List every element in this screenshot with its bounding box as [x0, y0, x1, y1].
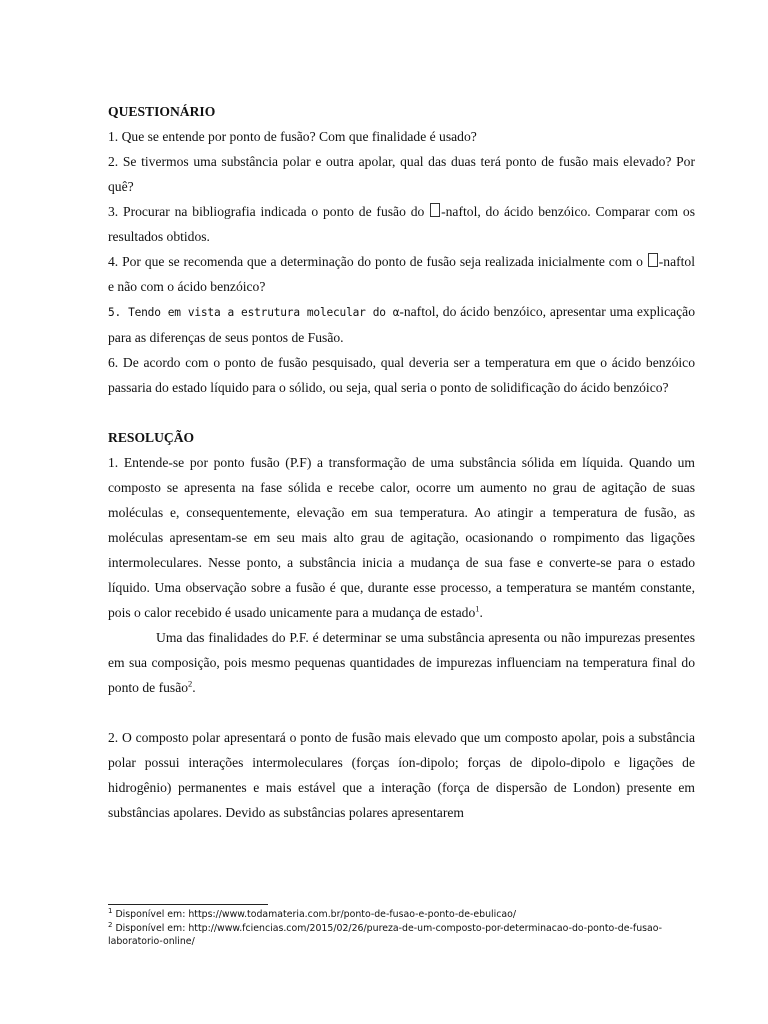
footnote-2-number: 2 — [108, 920, 113, 929]
question-3 — [108, 199, 695, 249]
question-3-end: -naftol, do ácido benzóico. Comparar com os resultados obtidos. — [108, 204, 695, 244]
question-6: 6. De acordo com o ponto de fusão pesquisado, qual deveria ser a temperatura em que o ácido benzóico passaria do estado líquido para o sólido, ou seja, qual seria o ponto de solidificação do ácido benzóico? — [108, 355, 695, 395]
question-4 — [108, 249, 695, 299]
footnotes — [108, 908, 698, 949]
answer-1-text: 1. Entende-se por ponto fusão (P.F) a transformação de uma substância sólida em líquida. Quando um composto se apresenta na fase sólida e recebe calor, ocorre um aumento no grau de agitação de suas moléculas e, consequentemente, elevação em sua temperatura. Ao atingir a temperatura de fusão, as moléculas apresentam-se em seu mais alto grau de agitação, ocasionando o rompimento das ligações intermoleculares. Nesse ponto, a substância inicia a mudança de sua fase e converte-se para o estado líquido. Uma observação sobre a fusão é que, durante esse processo, a temperatura se mantém constante, pois o calor recebido é usado unicamente para a mudança de estado — [108, 455, 695, 620]
question-4-end: -naftol e não com o ácido benzóico? — [108, 254, 695, 294]
missing-glyph-icon — [648, 253, 658, 267]
footnote-ref-1: 1 — [475, 603, 480, 614]
question-1: 1. Que se entende por ponto de fusão? Com que finalidade é usado? — [108, 129, 477, 144]
answer-1-period-2: . — [192, 680, 196, 695]
main-text — [108, 99, 695, 825]
section-gap — [108, 700, 695, 725]
question-4-start: 4. Por que se recomenda que a determinação do ponto de fusão seja realizada inicialmente com o — [108, 254, 647, 269]
answer-2: 2. O composto polar apresentará o ponto de fusão mais elevado que um composto apolar, pois a substância polar possui interações intermoleculares (forças íon-dipolo; forças de dipolo-dipolo e ligações de hidrogênio) permanentes e mais estável que a interação (força de dispersão de London) presente em substâncias apolares. Devido as substâncias polares apresentarem — [108, 730, 695, 820]
footnote-ref-2: 2 — [188, 678, 193, 689]
footnote-2-text: Disponível em: http://www.fciencias.com/2015/02/26/pureza-de-um-composto-por-determinacao-do-ponto-de-fusao-laboratorio-online/ — [108, 922, 663, 947]
question-3-start: 3. Procurar na bibliografia indicada o ponto de fusão do — [108, 204, 430, 219]
footnote-1-text: Disponível em: https://www.todamateria.com.br/ponto-de-fusao-e-ponto-de-ebulicao/ — [112, 909, 517, 920]
footnote-1-number: 1 — [108, 906, 113, 915]
missing-glyph-icon — [430, 203, 440, 217]
questionnaire-heading: QUESTIONÁRIO — [108, 104, 216, 119]
footnote-1 — [108, 908, 698, 922]
question-2: 2. Se tivermos uma substância polar e outra apolar, qual das duas terá ponto de fusão mais elevado? Por quê? — [108, 154, 695, 194]
answer-1-paragraph-1 — [108, 450, 695, 625]
question-5-end: -naftol, do ácido benzóico, apresentar uma explicação para as diferenças de seus pontos de Fusão. — [108, 304, 696, 345]
answer-1-paragraph-2 — [108, 625, 695, 700]
answer-1-period: . — [479, 605, 483, 620]
footnote-2 — [108, 922, 698, 949]
question-5 — [108, 299, 695, 350]
question-5-start: 5. Tendo em vista a estrutura molecular do α — [108, 306, 400, 319]
answer-1-text-2: Uma das finalidades do P.F. é determinar se uma substância apresenta ou não impurezas presentes em sua composição, pois mesmo pequenas quantidades de impurezas influenciam na temperatura final do ponto de fusão — [108, 630, 695, 695]
resolution-heading: RESOLUÇÃO — [108, 430, 195, 445]
footnote-divider — [108, 904, 268, 905]
section-gap — [108, 400, 695, 425]
